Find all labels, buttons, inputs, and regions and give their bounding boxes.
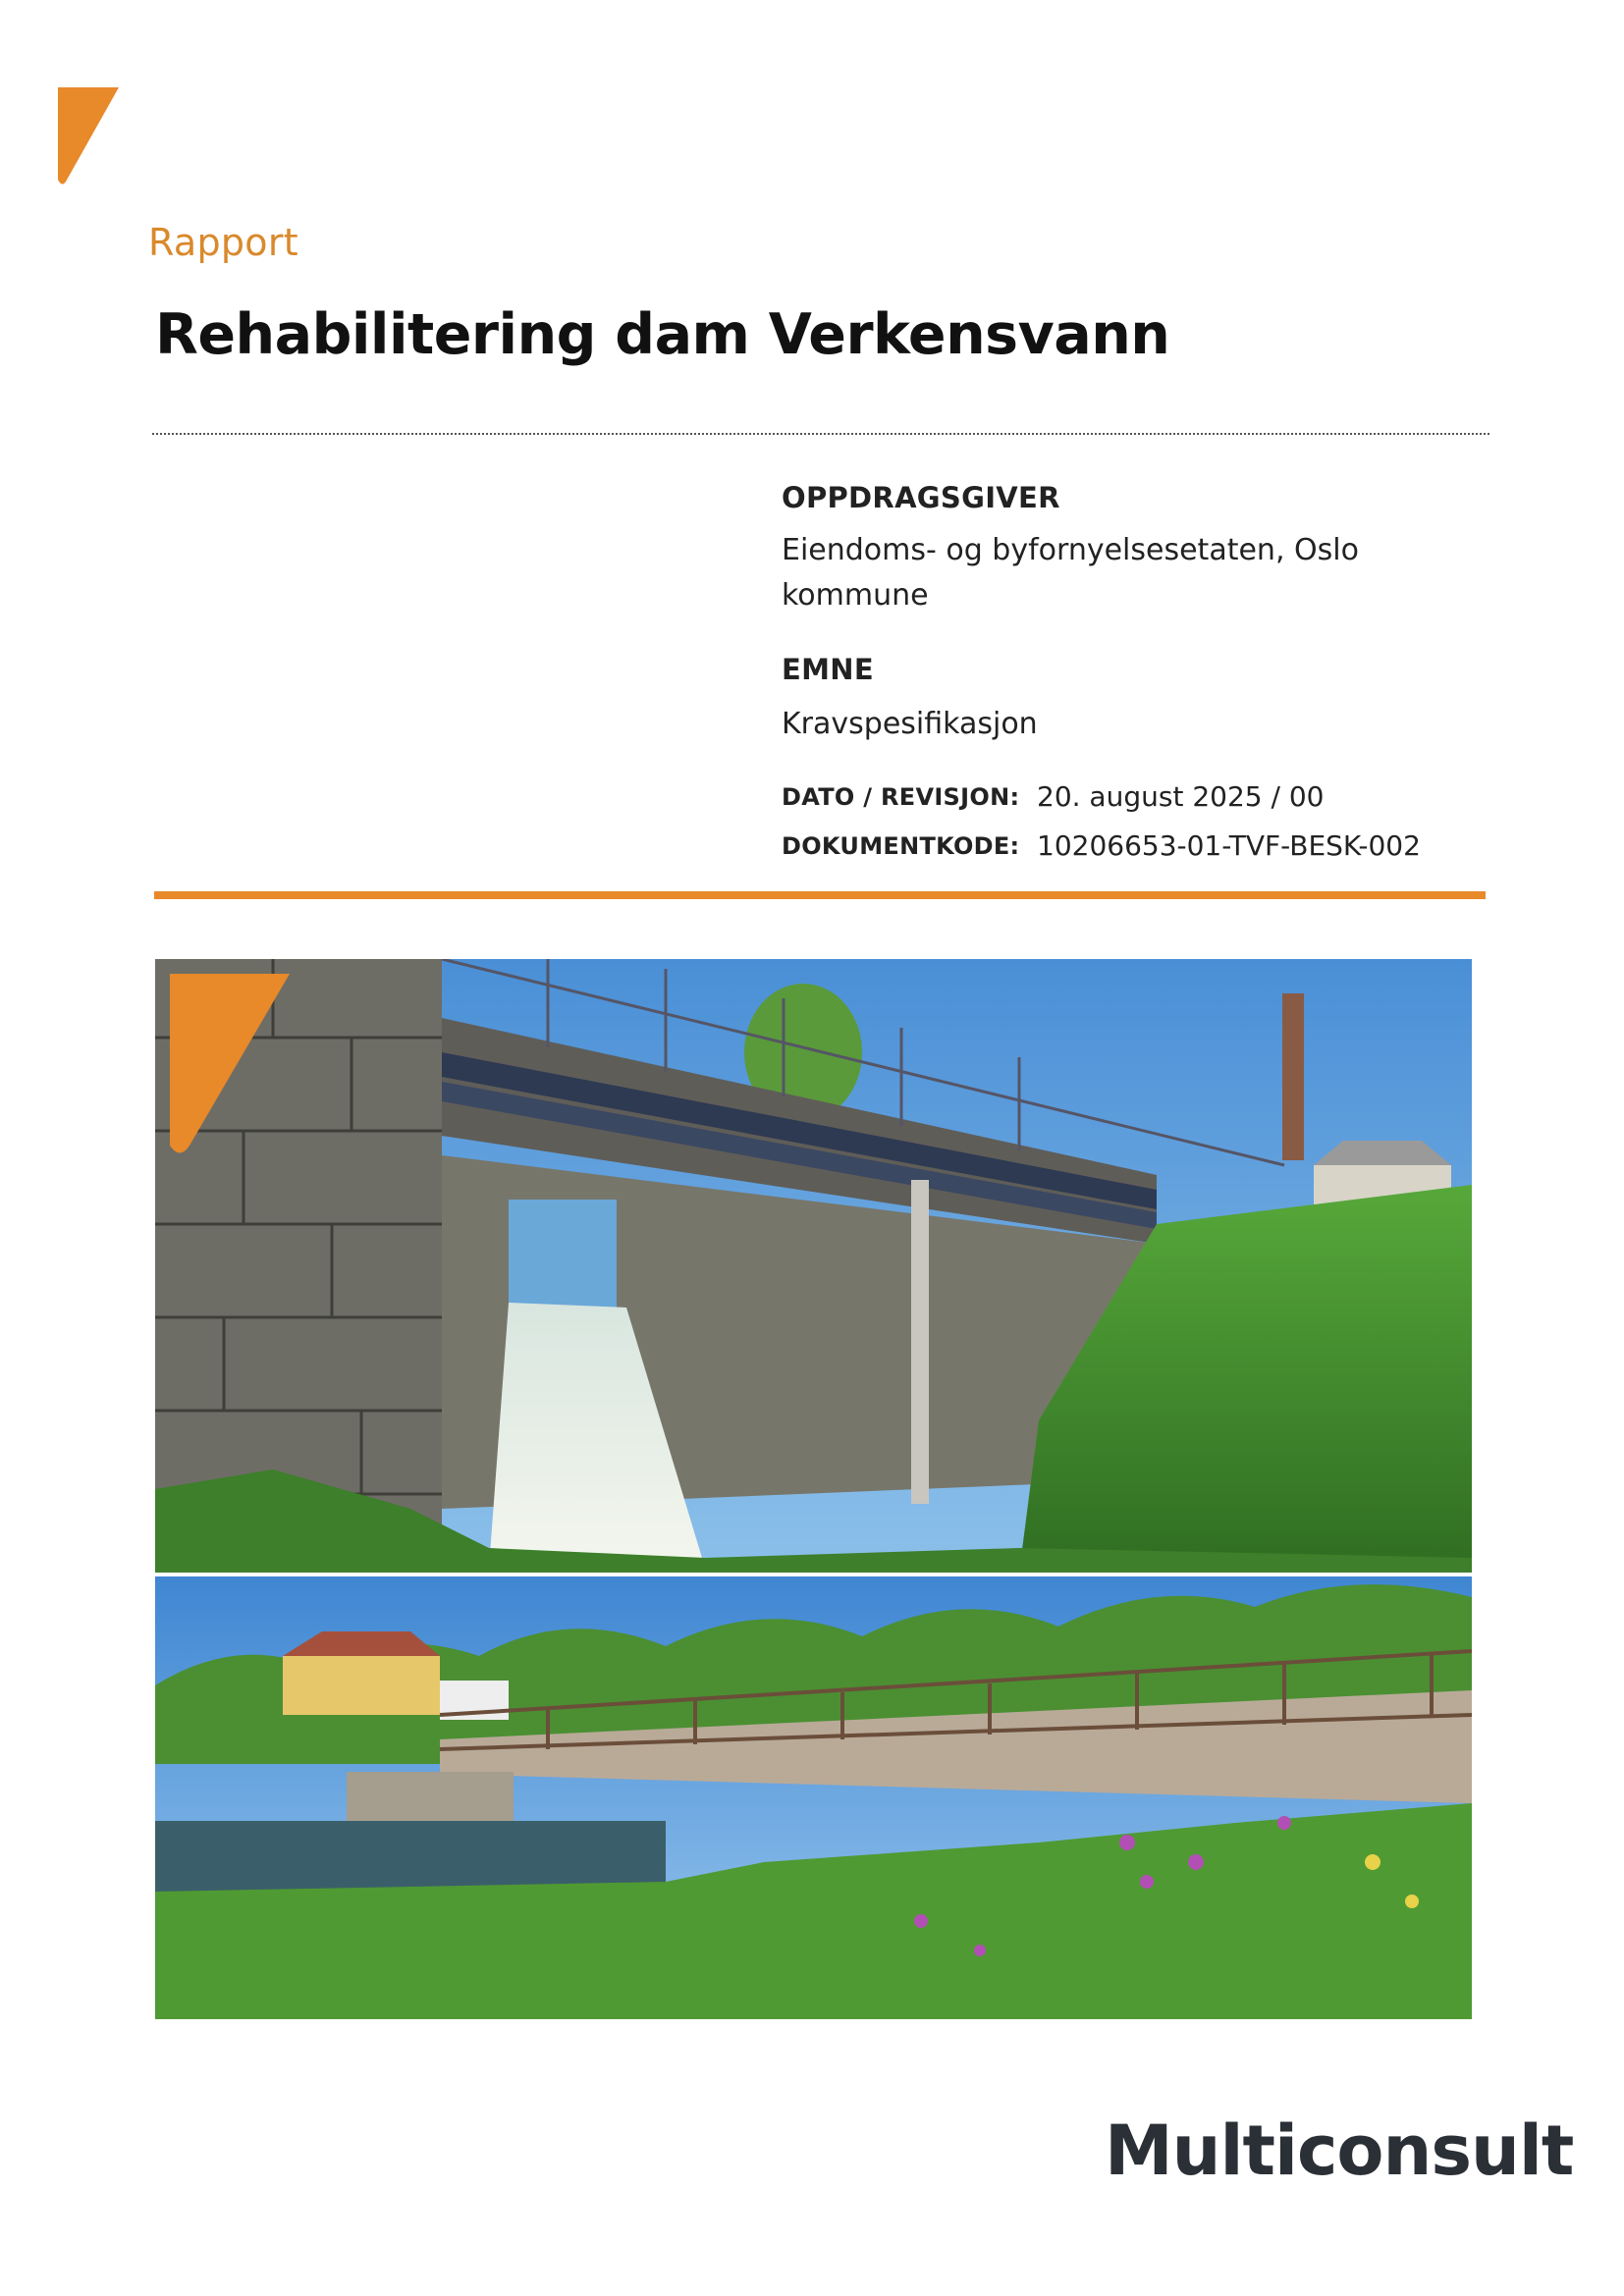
title-divider [152, 433, 1489, 435]
cover-photo [155, 959, 1472, 2019]
client-heading: OPPDRAGSGIVER [782, 481, 1060, 514]
date-revision-label: DATO / REVISJON: [782, 783, 1020, 811]
dam-spillway-photo [155, 959, 1472, 1573]
document-title: Rehabilitering dam Verkensvann [155, 302, 1170, 367]
client-value: Eiendoms- og byfornyelsesetaten, Oslo kommune [782, 533, 1359, 613]
document-type-label: Rapport [148, 221, 298, 264]
dam-bridge-photo [155, 1576, 1472, 2019]
topic-heading: EMNE [782, 653, 874, 686]
multiconsult-logo: Multiconsult [1105, 2110, 1574, 2191]
accent-divider [154, 891, 1486, 899]
topic-value: Kravspesifikasjon [782, 707, 1038, 741]
date-revision-value: 20. august 2025 / 00 [1037, 780, 1325, 813]
document-code-value: 10206653-01-TVF-BESK-002 [1037, 829, 1421, 862]
document-code-label: DOKUMENTKODE: [782, 832, 1020, 860]
brand-corner-mark-icon [54, 85, 121, 186]
